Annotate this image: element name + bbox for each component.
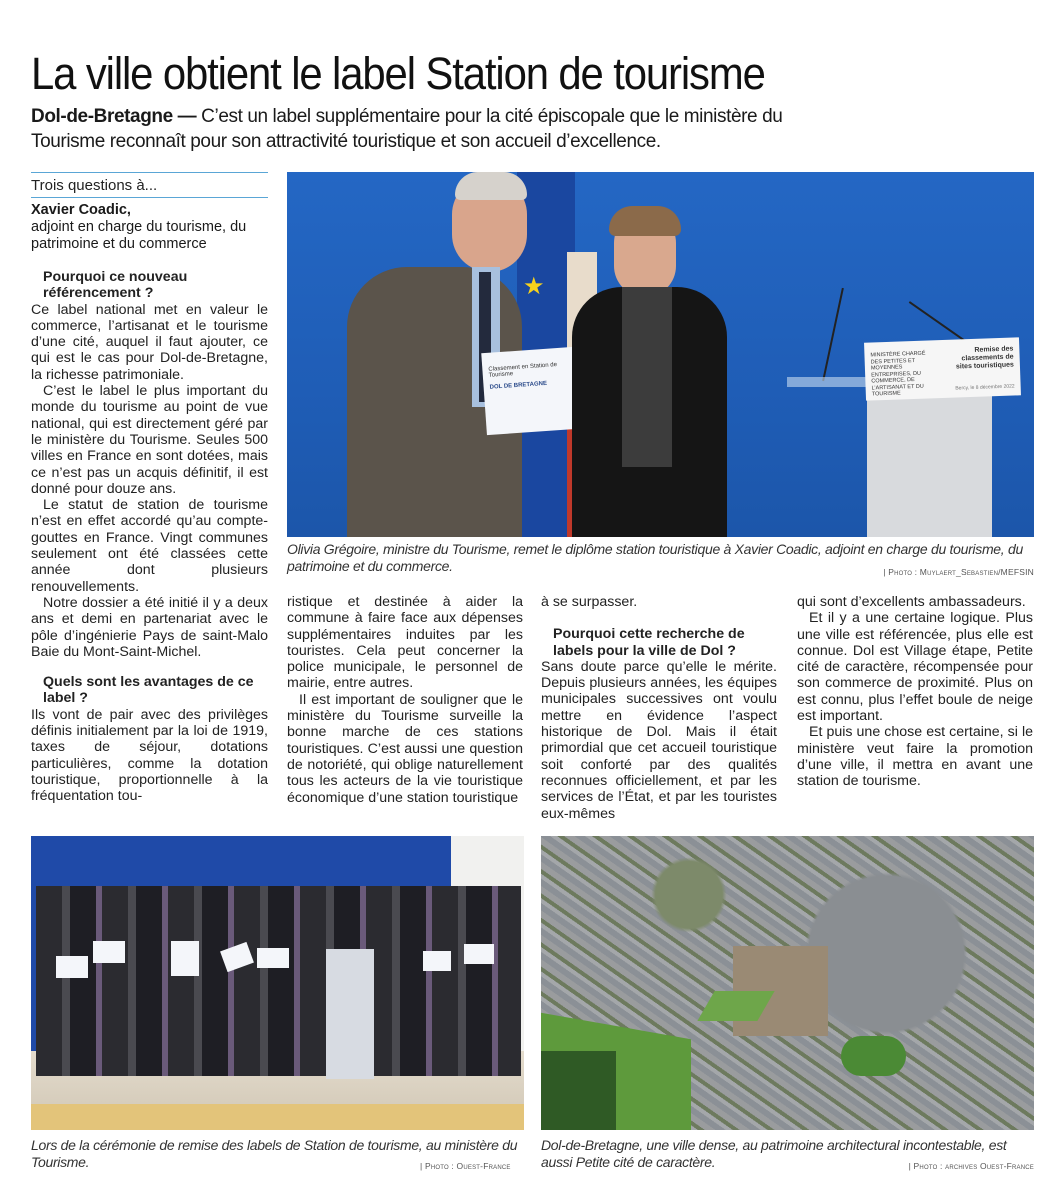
diploma bbox=[257, 948, 289, 968]
diploma bbox=[481, 347, 578, 435]
main-photo-credit: | Photo : Muylaert_Sebastien/MEFSIN bbox=[883, 567, 1034, 577]
paragraph: Sans doute parce qu’elle le mérite. Depuis plusieurs années, les équipes municipales successives ont voulu mettre en évidence l’aspect historique de Dol. Mais il était primordial que cet accueil touristique soit conforté par des qualités reconnues officiellement, et par les services de l’État, et par les touristes eux-mêmes bbox=[541, 658, 777, 822]
lectern-ministry: MINISTÈRE CHARGÉ DES PETITES ET MOYENNES ENTREPRISES, DU COMMERCE, DE L’ARTISANAT ET DU TOURISME bbox=[870, 350, 926, 398]
paragraph: Ils vont de pair avec des privilèges définis initialement par la loi de 1919, taxes de séjour, dotations particulières, comme la dotation touristique, proportionnelle à la fréquentation tou- bbox=[31, 706, 268, 805]
man-hair bbox=[455, 172, 527, 200]
ceremony-photo-credit: | Photo : Ouest-France bbox=[420, 1161, 511, 1171]
chapo bbox=[31, 104, 831, 154]
main-photo bbox=[287, 172, 1034, 537]
diploma bbox=[423, 951, 451, 971]
paragraph: Et il y a une certaine logique. Plus une ville est référencée, plus elle est connue. Dol est Village étape, Petite cité de caractère, récompensée pour son commerce de proximité. Plus on est connu, plus l’effet boule de neige est important. bbox=[797, 610, 1033, 725]
paragraph: qui sont d’excellents ambassadeurs. bbox=[797, 594, 1026, 610]
microphone bbox=[909, 301, 967, 343]
ceremony-photo bbox=[31, 836, 524, 1130]
interviewee bbox=[31, 202, 268, 252]
aerial-photo-caption: Dol-de-Bretagne, une ville dense, au patrimoine architectural incontestable, est aussi Petite cité de caractère. bbox=[541, 1137, 1007, 1170]
lectern-sign bbox=[864, 337, 1021, 400]
diploma bbox=[93, 941, 125, 963]
diploma bbox=[171, 941, 199, 976]
aerial-photo-credit: | Photo : archives Ouest-France bbox=[908, 1161, 1034, 1171]
lectern bbox=[326, 949, 374, 1079]
paragraph: Ce label national met en valeur le commerce, l’artisanat et le tourisme d’une cité, auquel il faut ajouter, ce qui est le cas pour Dol-de-Bretagne, la richesse patrimoniale. bbox=[31, 301, 268, 383]
paragraph: C’est le label le plus important du monde du tourisme au point de vue national, qui est directement géré par le ministère du Tourisme. Seules 500 villes en France en sont dotées, mais ce n’est pas un acquis définitif, il est donné pour douze ans. bbox=[31, 383, 268, 497]
article-column-1 bbox=[31, 269, 268, 805]
interview-kicker: Trois questions à... bbox=[31, 177, 158, 194]
article-column-3 bbox=[541, 594, 777, 822]
diploma-title: Classement en Station de Tourisme bbox=[488, 362, 558, 379]
chapo-text: C’est un label supplémentaire pour la cité épiscopale que le ministère du Tourisme reconnaît pour son attractivité touristique et son accueil d’excellence. bbox=[31, 106, 783, 152]
paragraph: Et puis une chose est certaine, si le ministère veut faire la promotion d’une ville, il mettra en avant une station de tourisme. bbox=[797, 724, 1033, 790]
paragraph: Notre dossier a été initié il y a deux ans et demi en partenariat avec le pôle d’ingénierie Pays de saint-Malo Baie du Mont-Saint-Michel. bbox=[31, 594, 268, 660]
question-heading: Quels sont les avantages de ce label ? bbox=[43, 674, 254, 707]
trees bbox=[841, 1036, 906, 1076]
paragraph: ristique et destinée à aider la commune à faire face aux dépenses supplémentaires induites par les touristes. Cela peut concerner la police municipale, le personnel de mairie, entre autres. bbox=[287, 594, 523, 692]
diploma-town: DOL DE BRETAGNE bbox=[489, 380, 548, 391]
diploma bbox=[56, 956, 88, 978]
paragraph: Le statut de station de tourisme n’est en effet accordé qu’au compte-gouttes en France. Vingt communes seulement ont été classées cette année dont plusieurs renouvellements. bbox=[31, 497, 268, 595]
question-heading: Pourquoi ce nouveau référencement ? bbox=[43, 269, 188, 302]
interviewee-name: Xavier Coadic, bbox=[31, 202, 131, 218]
lectern-title: Remise des classements de sites touristiques bbox=[955, 345, 1015, 371]
article-column-2 bbox=[287, 594, 523, 806]
paragraph: à se surpasser. bbox=[541, 594, 638, 610]
diploma bbox=[464, 944, 494, 964]
star-icon: ★ bbox=[523, 273, 545, 300]
interviewee-role: adjoint en charge du tourisme, du patrimoine et du commerce bbox=[31, 219, 247, 252]
floor bbox=[31, 1104, 524, 1130]
aerial-photo bbox=[541, 836, 1034, 1130]
chapo-location: Dol-de-Bretagne — bbox=[31, 106, 197, 127]
lectern-date: Bercy, le 8 décembre 2022 bbox=[955, 383, 1015, 392]
microphone bbox=[822, 288, 844, 381]
divider bbox=[31, 197, 268, 198]
headline: La ville obtient le label Station de tourisme bbox=[31, 48, 765, 99]
main-photo-caption: Olivia Grégoire, ministre du Tourisme, remet le diplôme station touristique à Xavier Coadic, adjoint en charge du tourisme, du patrimoine et du commerce. bbox=[287, 541, 1023, 574]
ceremony-photo-caption: Lors de la cérémonie de remise des labels de Station de tourisme, au ministère du Tourisme. bbox=[31, 1137, 518, 1170]
question-heading: Pourquoi cette recherche de labels pour la ville de Dol ? bbox=[553, 626, 745, 659]
article-column-4 bbox=[797, 594, 1033, 790]
divider bbox=[31, 172, 268, 173]
trees bbox=[541, 1051, 616, 1130]
woman-hair bbox=[609, 206, 681, 236]
paragraph: Il est important de souligner que le ministère du Tourisme surveille la bonne marche de ces stations touristiques. C’est aussi une question de notoriété, qui oblige naturellement tous les acteurs de la vie touristique économique d’une station touristique bbox=[287, 691, 523, 806]
lectern bbox=[867, 387, 992, 537]
woman-scarf bbox=[622, 287, 672, 467]
group-of-people bbox=[36, 886, 521, 1076]
